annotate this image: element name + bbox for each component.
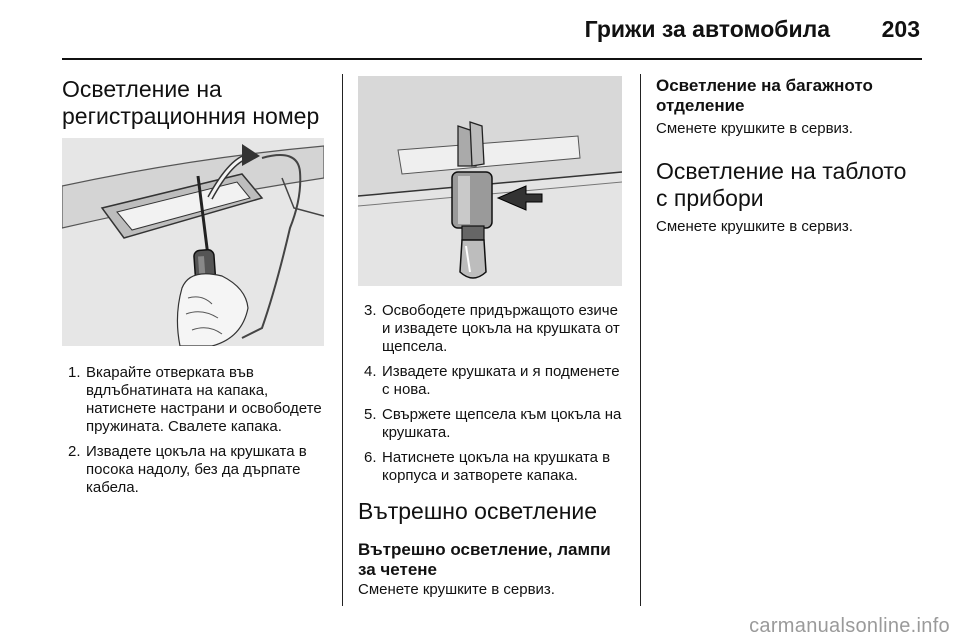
bulb-socket-illustration: [358, 76, 622, 286]
step-number: 5.: [364, 406, 377, 423]
step-text: Извадете крушката и я подменете с нова.: [382, 363, 620, 398]
body-text-luggage-compartment: Сменете крушките в сервиз.: [656, 120, 853, 137]
column-divider-2: [640, 74, 641, 606]
step-text: Извадете цокъла на крушката в посока надолу, без да дърпате кабела.: [86, 443, 307, 496]
header-rule: [62, 58, 922, 60]
list-item: [358, 449, 624, 485]
steps-list-1: [62, 364, 324, 504]
list-item: [358, 406, 624, 442]
step-text: Освободете придържащото езиче и извадете цокъла на крушката от щепсела.: [382, 302, 620, 355]
step-text: Вкарайте отверката във вдлъбнатината на капака, натиснете настрани и освободете пружината. Свалете капака.: [86, 364, 322, 435]
step-text: Натиснете цокъла на крушката в корпуса и затворете капака.: [382, 449, 611, 484]
section-heading-instrument-panel-light: Осветление на таблото с прибори: [656, 158, 907, 211]
step-number: 4.: [364, 363, 377, 380]
list-item: [358, 302, 624, 356]
watermark: carmanualsonline.info: [749, 615, 950, 637]
body-text-reading-lamps: Сменете крушките в сервиз.: [358, 581, 555, 598]
license-plate-illustration: [62, 138, 324, 346]
subheading-luggage-compartment-light: Осветление на багажното отделение: [656, 76, 873, 115]
step-number: 1.: [68, 364, 81, 381]
step-text: Свържете щепсела към цокъла на крушката.: [382, 406, 622, 441]
bulb-holder-illustration: [358, 76, 622, 286]
list-item: [62, 443, 324, 497]
step-number: 3.: [364, 302, 377, 319]
chapter-title: Грижи за автомобила: [584, 16, 830, 42]
step-number: 2.: [68, 443, 81, 460]
page-number: 203: [881, 16, 920, 42]
steps-list-2: [358, 302, 624, 492]
list-item: [358, 363, 624, 399]
section-heading-interior-lighting: Вътрешно осветление: [358, 498, 598, 524]
step-number: 6.: [364, 449, 377, 466]
screwdriver-illustration: [62, 138, 324, 346]
column-divider-1: [342, 74, 343, 606]
subheading-reading-lamps: Вътрешно осветление, лампи за четене: [358, 540, 611, 579]
page-header: [0, 0, 960, 62]
list-item: [62, 364, 324, 436]
body-text-instrument-panel: Сменете крушките в сервиз.: [656, 218, 853, 235]
section-heading-license-plate-light: Осветление на регистрационния номер: [62, 76, 320, 129]
